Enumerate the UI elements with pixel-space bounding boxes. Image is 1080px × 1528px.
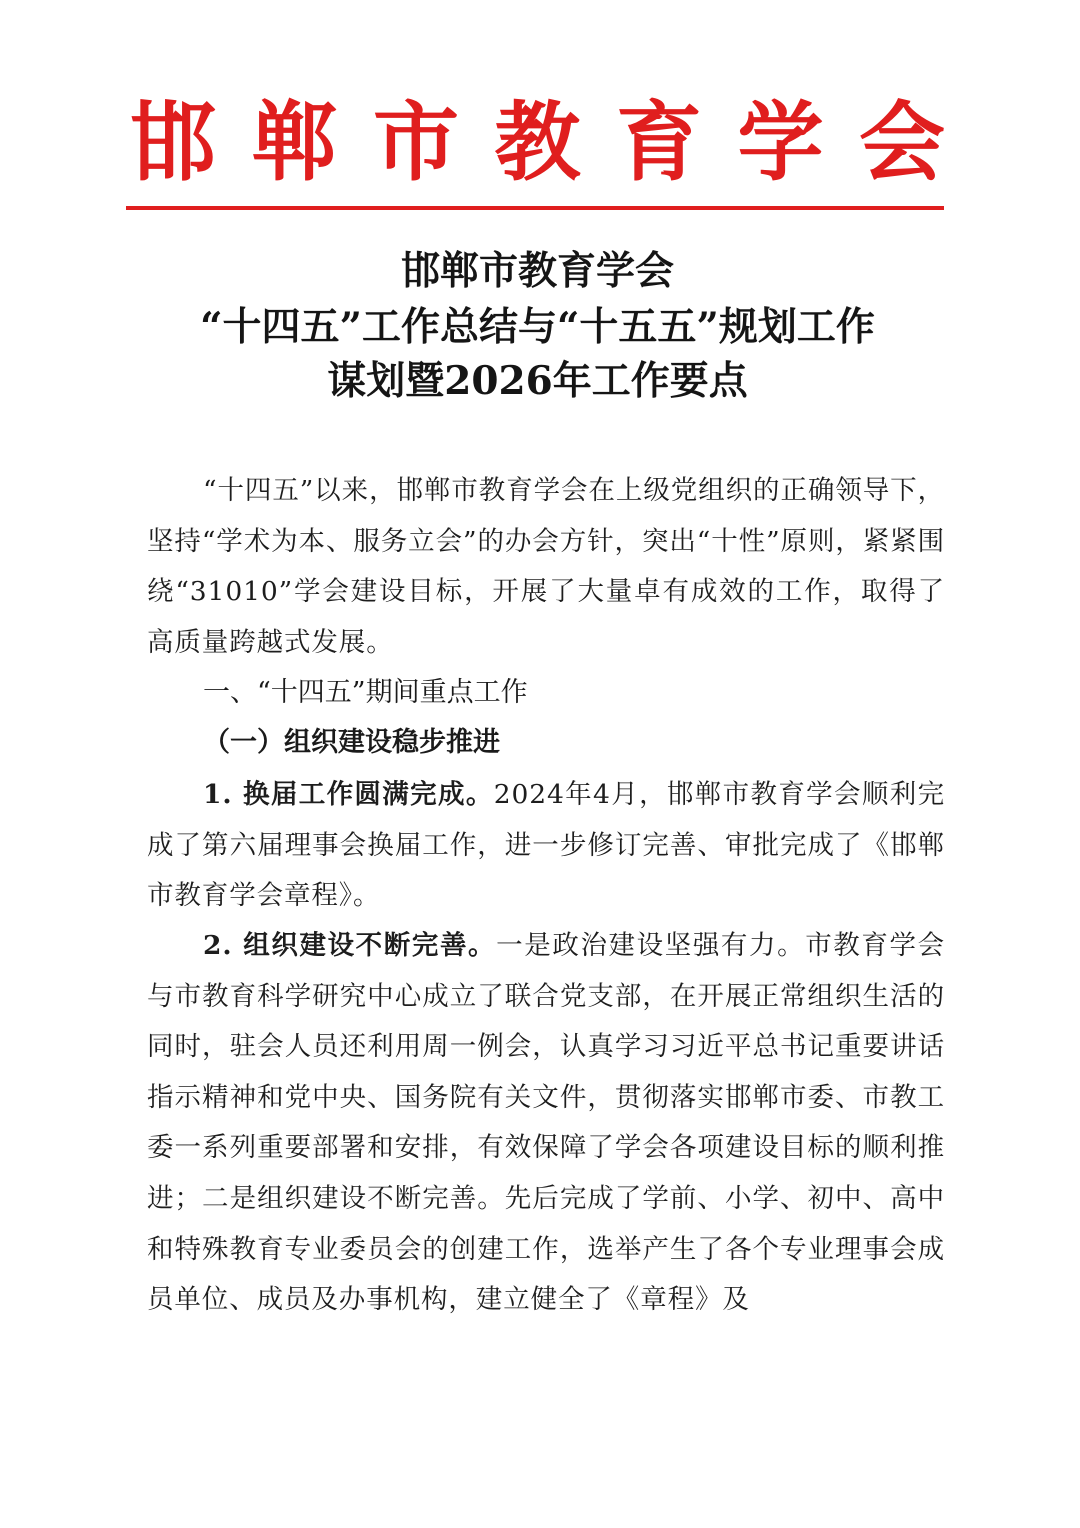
doc-title-line-2: “十四五”工作总结与“十五五”规划工作 bbox=[200, 304, 875, 350]
item-text: 一是政治建设坚强有力。市教育学会与市教育科学研究中心成立了联合党支部，在开展正常组织生活的同时，驻会人员还利用周一例会，认真学习习近平总书记重要讲话指示精神和党中央、国务院有关文件，贯彻落实邯郸市委、市教工委一系列重要部署和安排，有效保障了学会各项建设目标的顺利推进；二是组织建设不断完善。先后完成了学前、小学、初中、高中和特殊教育专业委员会的创建工作，选举产生了各个专业理事会成员单位、成员及办事机构，建立健全了《章程》及 bbox=[147, 930, 945, 1316]
letterhead-char: 市 bbox=[373, 93, 459, 193]
letterhead-char: 教 bbox=[494, 93, 581, 193]
org-letterhead bbox=[130, 88, 945, 198]
item-lead: 1. 换届工作圆满完成。 bbox=[203, 779, 494, 810]
red-divider bbox=[126, 206, 944, 210]
letterhead-char: 郸 bbox=[251, 93, 338, 193]
doc-title-line-1: 邯郸市教育学会 bbox=[400, 248, 674, 294]
intro-paragraph: “十四五”以来，邯郸市教育学会在上级党组织的正确领导下，坚持“学术为本、服务立会”的办会方针，突出“十性”原则，紧紧围绕“31010”学会建设目标，开展了大量卓有成效的工作，取得了高质量跨越式发展。 bbox=[147, 475, 945, 658]
item-paragraph-2 bbox=[147, 921, 945, 1326]
section-heading: 一、“十四五”期间重点工作 bbox=[203, 677, 528, 708]
letterhead-char: 学 bbox=[737, 93, 824, 193]
subsection-heading: （一）组织建设稳步推进 bbox=[203, 727, 500, 758]
letterhead-char: 会 bbox=[859, 93, 945, 193]
letterhead-char: 育 bbox=[616, 93, 702, 193]
item-paragraph-1 bbox=[147, 770, 945, 922]
letterhead-char: 邯 bbox=[130, 93, 216, 193]
doc-title-line-3: 谋划暨2026年工作要点 bbox=[327, 358, 748, 404]
item-text: 2024年4月，邯郸市教育学会顺利完成了第六届理事会换届工作，进一步修订完善、审批完成了《邯郸市教育学会章程》。 bbox=[147, 779, 945, 912]
item-lead: 2. 组织建设不断完善。 bbox=[203, 930, 497, 961]
